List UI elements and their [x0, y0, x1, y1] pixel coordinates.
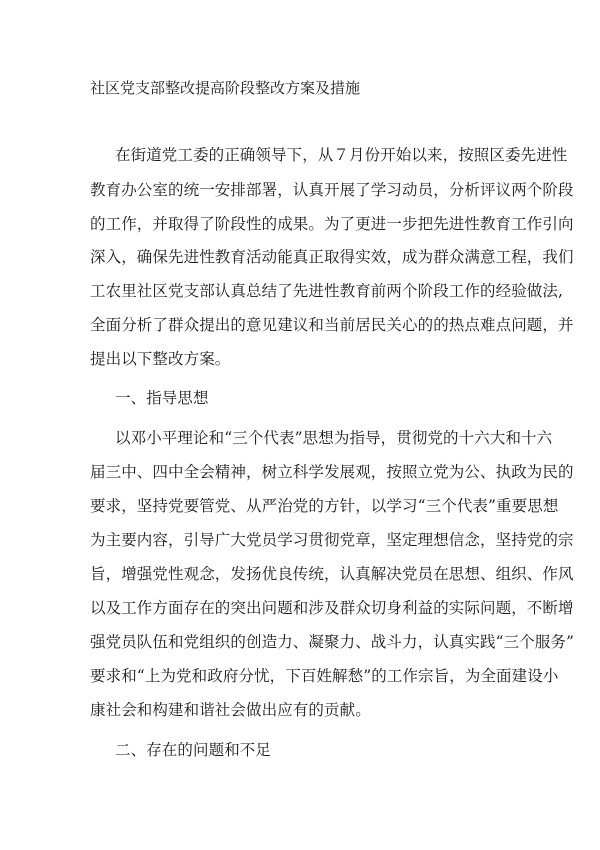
paragraph-line: 提出以下整改方案。 — [90, 350, 231, 368]
paragraph-line: 在街道党工委的正确领导下，从７月份开始以来，按照区委先进性 — [115, 146, 568, 164]
paragraph-line: 要求和“上为党和政府分忧，下百姓解愁”的工作宗旨，为全面建设小 — [90, 667, 559, 685]
paragraph-line: 的工作，并取得了阶段性的成果。为了更进一步把先进性教育工作引向 — [90, 215, 574, 233]
section-heading: 二、存在的问题和不足 — [115, 741, 272, 759]
paragraph-line: 届三中、四中全会精神，树立科学发展观，按照立党为公、执政为民的 — [90, 463, 574, 481]
paragraph-line: 工农里社区党支部认真总结了先进性教育前两个阶段工作的经验做法, — [90, 282, 564, 300]
document-title: 社区党支部整改提高阶段整改方案及措施 — [90, 79, 361, 97]
paragraph-line: 康社会和构建和谐社会做出应有的贡献。 — [90, 701, 371, 719]
paragraph-line: 为主要内容，引导广大党员学习贯彻党章，坚定理想信念，坚持党的宗 — [90, 531, 574, 549]
paragraph-line: 以及工作方面存在的突出问题和涉及群众切身利益的实际问题，不断增 — [90, 599, 574, 617]
paragraph-line: 深入，确保先进性教育活动能真正取得实效，成为群众满意工程，我们 — [90, 248, 574, 266]
paragraph-line: 全面分析了群众提出的意见建议和当前居民关心的的热点难点问题，并 — [90, 316, 574, 334]
paragraph-line: 要求，坚持党要管党、从严治党的方针，以学习“三个代表”重要思想 — [90, 497, 559, 515]
paragraph-line: 以邓小平理论和“三个代表”思想为指导，贯彻党的十六大和十六 — [115, 429, 553, 447]
paragraph-line: 强党员队伍和党组织的创造力、凝聚力、战斗力，认真实践“三个服务” — [90, 633, 575, 651]
paragraph-line: 教育办公室的统一安排部署，认真开展了学习动员，分析评议两个阶段 — [90, 181, 574, 199]
paragraph-line: 旨，增强党性观念，发扬优良传统，认真解决党员在思想、组织、作风 — [90, 565, 574, 583]
section-heading: 一、指导思想 — [115, 389, 209, 407]
